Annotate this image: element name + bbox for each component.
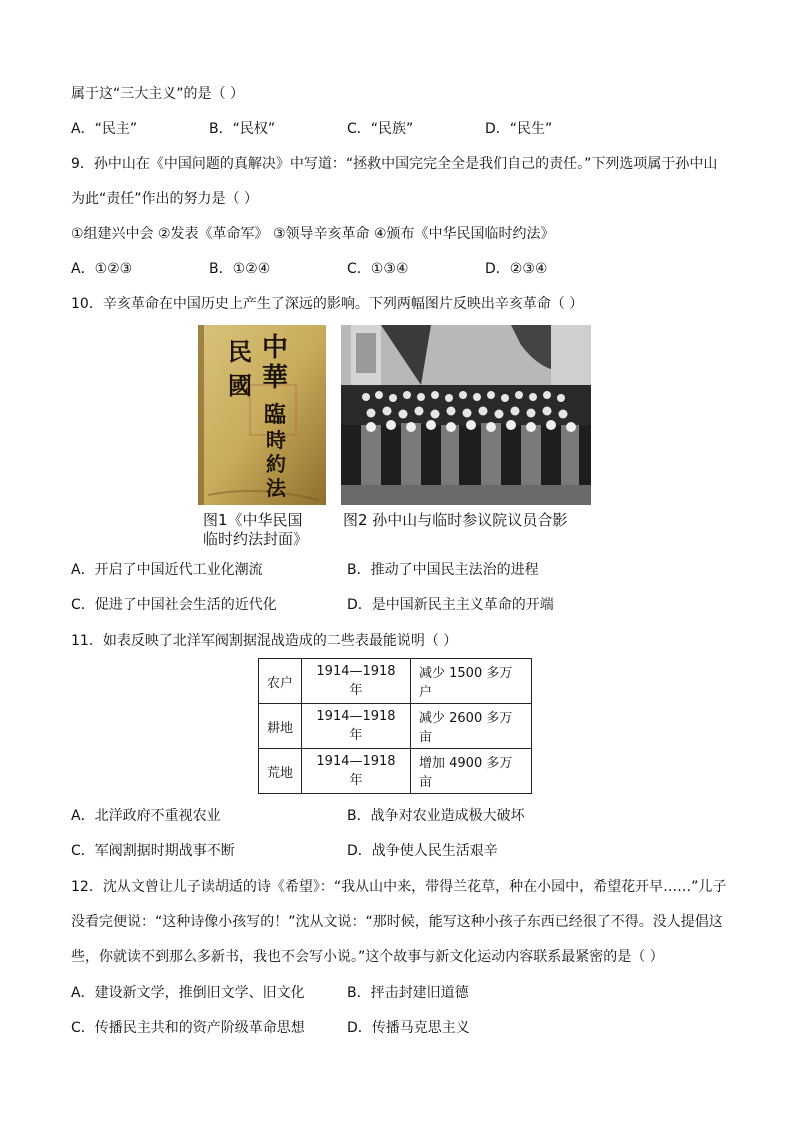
q9-option-d[interactable]: D．②③④ (485, 261, 548, 277)
cover-char-min: 民 (228, 337, 252, 366)
fig1-caption-line1: 图1《中华民国 (203, 511, 303, 529)
q9-stem-line1: 9．孙中山在《中国问题的真解决》中写道：“拯救中国完完全全是我们自己的责任。”下列选项属于孙中山 (71, 156, 718, 172)
q12-option-a[interactable]: A．建设新文学，推倒旧文学、旧文化 (71, 985, 305, 1001)
cover-char-fa: 法 (266, 476, 286, 500)
table-cell: 荒地 (259, 749, 302, 794)
fig2-caption: 图2 孙中山与临时参议院议员合影 (343, 511, 568, 529)
cover-char-hua: 華 (262, 363, 289, 393)
q11-option-a[interactable]: A．北洋政府不重视农业 (71, 808, 221, 824)
table-cell: 减少 1500 多万户 (411, 659, 532, 704)
table-cell: 农户 (259, 659, 302, 704)
q12-option-d[interactable]: D．传播马克思主义 (347, 1020, 470, 1036)
q12-stem-line3: 些，你就读不到那么多新书，我也不会写小说。”这个故事与新文化运动内容联系最紧密的是（ ） (71, 949, 664, 965)
cover-char-shi: 時 (266, 428, 286, 452)
q9-option-c[interactable]: C．①③④ (347, 261, 409, 277)
q10-stem: 10．辛亥革命在中国历史上产生了深远的影响。下列两幅图片反映出辛亥革命（ ） (71, 296, 584, 312)
q11-stem: 11．如表反映了北洋军阀割据混战造成的二些表最能说明（ ） (71, 633, 458, 649)
fig1-caption-line2: 临时约法封面》 (203, 530, 309, 548)
table-cell: 1914—1918年 (302, 659, 411, 704)
q9-option-b[interactable]: B．①②④ (209, 261, 271, 277)
cover-char-guo: 國 (228, 371, 252, 400)
q11-option-d[interactable]: D．战争使人民生活艰辛 (347, 843, 498, 859)
q12-option-b[interactable]: B．抨击封建旧道德 (347, 985, 469, 1001)
q8-option-a[interactable]: A．“民主” (71, 121, 138, 137)
q12-stem-line2: 没看完便说：“这种诗像小孩写的！”沈从文说：“那时候，能写这种小孩子东西已经很了不得。没人提倡这 (71, 914, 723, 930)
q11-option-b[interactable]: B．战争对农业造成极大破坏 (347, 808, 525, 824)
q10-option-b[interactable]: B．推动了中国民主法治的进程 (347, 562, 539, 578)
q8-option-d[interactable]: D．“民生” (485, 121, 553, 137)
q9-stem-line2: 为此“责任”作出的努力是（ ） (71, 191, 258, 207)
q10-option-c[interactable]: C．促进了中国社会生活的近代化 (71, 597, 277, 613)
q9-items: ①组建兴中会 ②发表《革命军》 ③领导辛亥革命 ④颁布《中华民国临时约法》 (71, 226, 555, 242)
q11-option-c[interactable]: C．军阀割据时期战事不断 (71, 843, 235, 859)
q8-stem: 属于这“三大主义”的是（ ） (71, 86, 244, 102)
q8-option-b[interactable]: B．“民权” (209, 121, 276, 137)
table-row (259, 659, 532, 704)
group-photo-image (341, 325, 591, 505)
table-row (259, 749, 532, 794)
q12-stem-line1: 12．沈从文曾让儿子读胡适的诗《希望》：“我从山中来，带得兰花草，种在小园中，希望花开早……”儿子 (71, 879, 727, 895)
table-cell: 增加 4900 多万亩 (411, 749, 532, 794)
table-cell: 减少 2600 多万亩 (411, 704, 532, 749)
q12-option-c[interactable]: C．传播民主共和的资产阶级革命思想 (71, 1020, 305, 1036)
cover-char-lin: 臨 (264, 402, 287, 428)
cover-char-yue: 約 (266, 452, 286, 476)
q9-option-a[interactable]: A．①②③ (71, 261, 133, 277)
table-cell: 耕地 (259, 704, 302, 749)
q10-option-d[interactable]: D．是中国新民主主义革命的开端 (347, 597, 554, 613)
table-cell: 1914—1918年 (302, 704, 411, 749)
constitution-cover-image (198, 325, 326, 505)
q8-option-c[interactable]: C．“民族” (347, 121, 414, 137)
table-cell: 1914—1918年 (302, 749, 411, 794)
q10-option-a[interactable]: A．开启了中国近代工业化潮流 (71, 562, 263, 578)
table-row (259, 704, 532, 749)
cover-char-zhong: 中 (262, 333, 289, 363)
q11-data-table (258, 658, 532, 794)
